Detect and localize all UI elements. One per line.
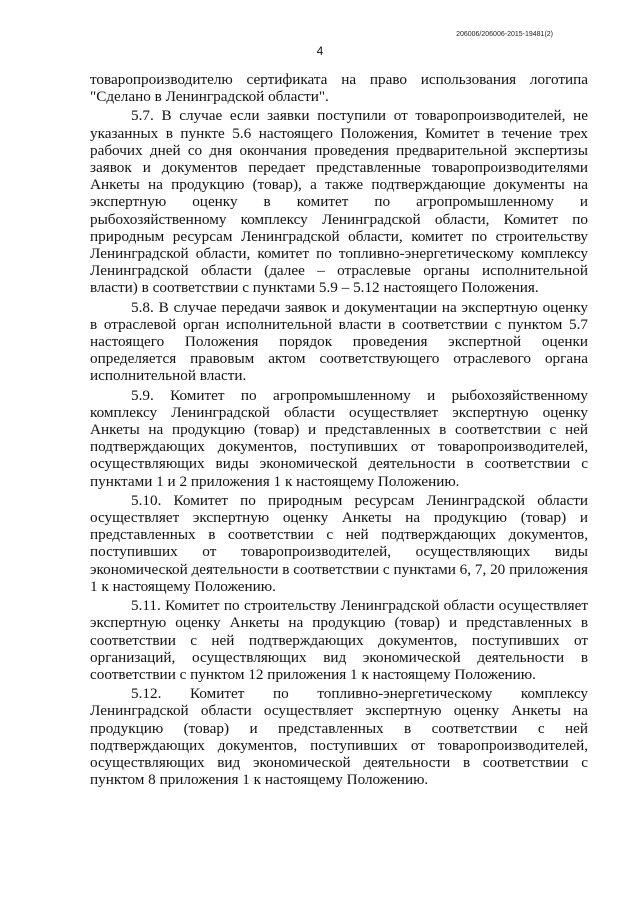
document-id: 206006/206006-2015-19481(2): [456, 31, 553, 38]
paragraph-continuation: товаропроизводителю сертификата на право использования логотипа "Сделано в Ленинградской области".: [90, 71, 588, 106]
document-body: [90, 71, 588, 790]
paragraph-5-8: 5.8. В случае передачи заявок и документации на экспертную оценку в отраслевой орган исполнительной власти в соответствии с пунктом 5.7 настоящего Положения порядок проведения экспертной оценки определяется правовым актом соответствующего отраслевого органа исполнительной власти.: [90, 298, 588, 385]
page-number: 4: [316, 44, 324, 58]
paragraph-5-11: 5.11. Комитет по строительству Ленинградской области осуществляет экспертную оценку Анкеты на продукцию (товар) и представленных в соответствии с ней подтверждающих документов, поступивших от организаций, осуществляющих вид экономической деятельности в соответствии с пунктом 12 приложения 1 к настоящему Положению.: [90, 597, 588, 683]
paragraph-5-12: 5.12. Комитет по топливно-энергетическому комплексу Ленинградской области осуществляет экспертную оценку Анкеты на продукцию (товар) и представленных в соответствии с ней подтверждающих документов, поступивших от товаропроизводителей, осуществляющих вид экономической деятельности в соответствии с пунктом 8 приложения 1 к настоящему Положению.: [90, 685, 588, 789]
paragraph-5-9: 5.9. Комитет по агропромышленному и рыбохозяйственному комплексу Ленинградской области осуществляет экспертную оценку Анкеты на продукцию (товар) и представленных в соответствии с ней подтверждающих документов, поступивших от товаропроизводителей, осуществляющих виды экономической деятельности в соответствии с пунктами 1 и 2 приложения 1 к настоящему Положению.: [90, 386, 588, 490]
paragraph-5-7: 5.7. В случае если заявки поступили от товаропроизводителей, не указанных в пункте 5.6 настоящего Положения, Комитет в течение трех рабочих дней со дня окончания проведения предварительной экспертизы заявок и документов передает представленные товаропроизводителями Анкеты на продукцию (товар), а также подтверждающие документы на экспертную оценку в комитет по агропромышленному и рыбохозяйственному комплексу Ленинградской области, Комитет по природным ресурсам Ленинградской области, комитет по строительству Ленинградской области, комитет по топливно-энергетическому комплексу Ленинградской области (далее – отраслевые органы исполнительной власти) в соответствии с пунктами 5.9 – 5.12 настоящего Положения.: [90, 107, 588, 297]
paragraph-5-10: 5.10. Комитет по природным ресурсам Ленинградской области осуществляет экспертную оценку Анкеты на продукцию (товар) и представленных в соответствии с ней подтверждающих документов, поступивших от товаропроизводителей, осуществляющих виды экономической деятельности в соответствии с пунктами 6, 7, 20 приложения 1 к настоящему Положению.: [90, 491, 588, 595]
